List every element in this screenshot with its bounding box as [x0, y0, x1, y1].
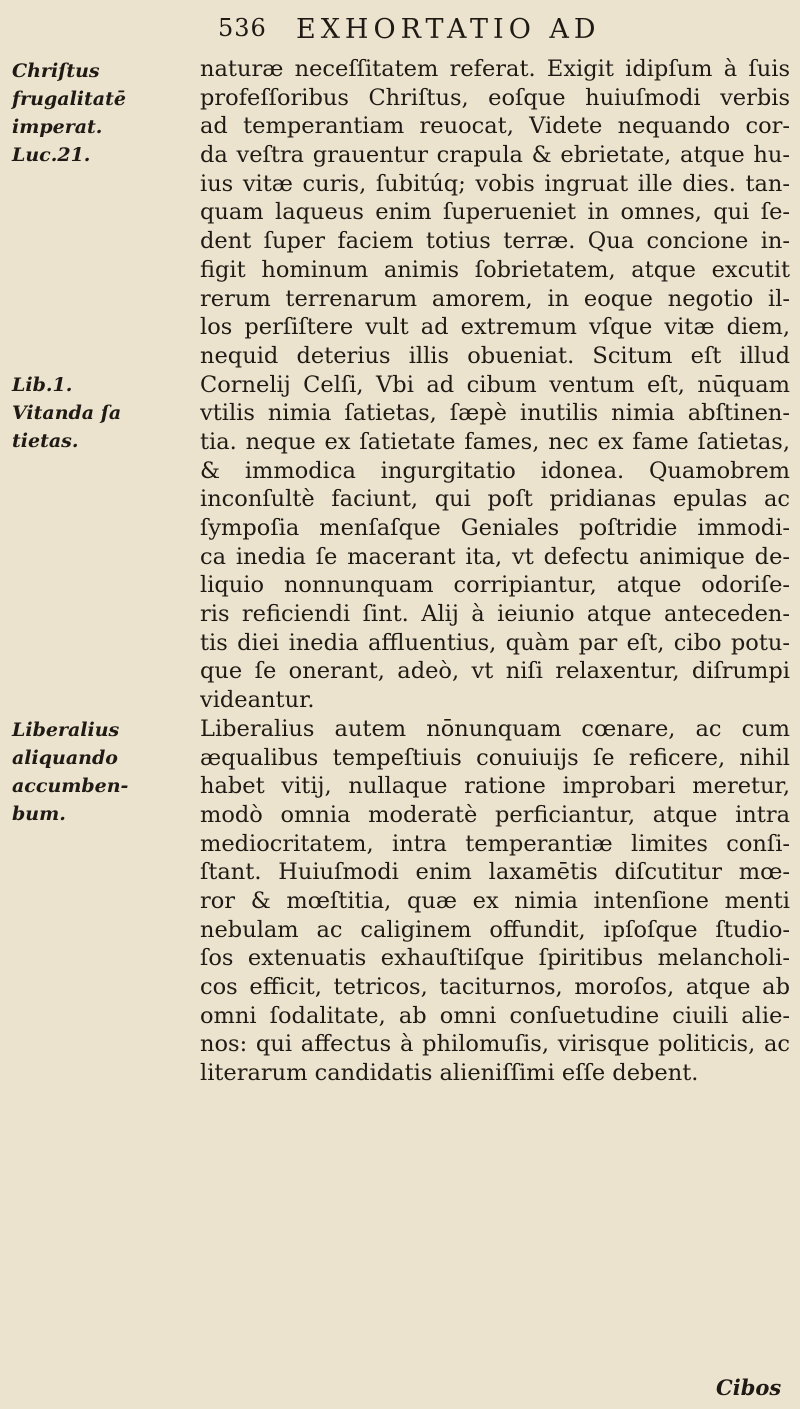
margin-note: imperat. — [12, 116, 103, 138]
margin-note: Chriſtus — [12, 60, 100, 82]
margin-note: Vitanda ſa — [12, 402, 122, 424]
text-line: los perſiſtere vult ad extremum vſque vitæ diem, — [200, 314, 790, 341]
margin-note: accumben- — [12, 775, 129, 797]
text-line: ris reficiendi ſint. Alij à ieiunio atque anteceden- — [200, 601, 790, 628]
text-line: omni ſodalitate, ab omni conſuetudine ciuili alie- — [200, 1002, 790, 1029]
running-title: EXHORTATIO AD — [296, 14, 601, 45]
text-line: modò omnia moderatè perficiantur, atque intra — [200, 801, 790, 828]
margin-note: Lib.1. — [12, 374, 73, 396]
text-line: & immodica ingurgitatio idonea. Quamobrem — [200, 457, 790, 484]
text-line: vtilis nimia ſatietas, ſæpè inutilis nimia abſtinen- — [200, 400, 790, 427]
text-line: tis diei inedia affluentius, quàm par eſt, cibo potu- — [200, 629, 790, 656]
text-line: liquio nonnunquam corripiantur, atque odoriſe- — [200, 572, 790, 599]
page-header — [0, 14, 800, 46]
text-line: que ſe onerant, adeò, vt niſi relaxentur, diſrumpi — [200, 658, 790, 685]
text-line: figit hominum animis ſobrietatem, atque excutit — [200, 256, 790, 283]
text-line: da veſtra grauentur crapula & ebrietate, atque hu- — [200, 142, 790, 169]
text-line: æqualibus tempeſtiuis conuiuijs ſe reficere, nihil — [200, 744, 790, 771]
text-line: literarum candidatis alieniſſimi eſſe debent. — [200, 1060, 699, 1087]
text-line: quam laqueus enim ſuperueniet in omnes, qui ſe- — [200, 199, 790, 226]
text-line: ius vitæ curis, ſubitúq; vobis ingruat ille dies. tan- — [200, 170, 790, 197]
text-line: rerum terrenarum amorem, in eoque negotio il- — [200, 285, 790, 312]
text-line: nequid deterius illis obueniat. Scitum eſt illud — [200, 342, 790, 369]
text-line: videantur. — [200, 687, 315, 714]
text-line: ror & mœſtitia, quæ ex nimia intenſione menti — [200, 887, 790, 914]
margin-note: Luc.21. — [12, 144, 91, 166]
text-line: ſympoſia menſaſque Geniales poſtridie immodi- — [200, 515, 790, 541]
text-line: ſos extenuatis exhauſtiſque ſpiritibus melancholi- — [200, 945, 790, 972]
text-line: Cornelij Celſi, Vbi ad cibum ventum eſt, nūquam — [200, 371, 790, 398]
text-line: cos efficit, tetricos, taciturnos, moroſos, atque ab — [200, 974, 790, 1000]
text-line: profeſſoribus Chriſtus, eoſque huiuſmodi verbis — [200, 84, 790, 111]
text-line: ad temperantiam reuocat, Videte nequando cor- — [200, 113, 790, 140]
margin-note: Liberalius — [12, 719, 120, 741]
text-line: nos: qui affectus à philomuſis, virisque politicis, ac — [200, 1031, 790, 1058]
text-line: naturæ neceſſitatem referat. Exigit idipſum à ſuis — [200, 56, 790, 82]
text-line: ca inedia ſe macerant ita, vt defectu animique de- — [200, 543, 790, 570]
margin-note: tietas. — [12, 430, 79, 452]
text-line: tia. neque ex ſatietate fames, nec ex fame ſatietas, — [200, 428, 790, 455]
text-line: habet vitij, nullaque ratione improbari meretur, — [200, 773, 790, 800]
margin-note: frugalitatē — [12, 88, 126, 110]
text-line: dent ſuper faciem totius terræ. Qua concione in- — [200, 228, 790, 255]
text-line: mediocritatem, intra temperantiæ limites conſi- — [200, 830, 790, 857]
page-number: 536 — [218, 14, 267, 42]
margin-note: bum. — [12, 803, 66, 825]
catchword: Cibos — [716, 1375, 782, 1400]
text-line: Liberalius autem nōnunquam cœnare, ac cum — [200, 715, 790, 742]
margin-note: aliquando — [12, 747, 118, 769]
text-line: ſtant. Huiuſmodi enim laxamētis diſcutitur mœ- — [200, 859, 790, 886]
text-line: nebulam ac caliginem offundit, ipſoſque ſtudio- — [200, 916, 790, 943]
body-text — [200, 55, 790, 1088]
text-line: inconſultè faciunt, qui poſt pridianas epulas ac — [200, 486, 790, 513]
